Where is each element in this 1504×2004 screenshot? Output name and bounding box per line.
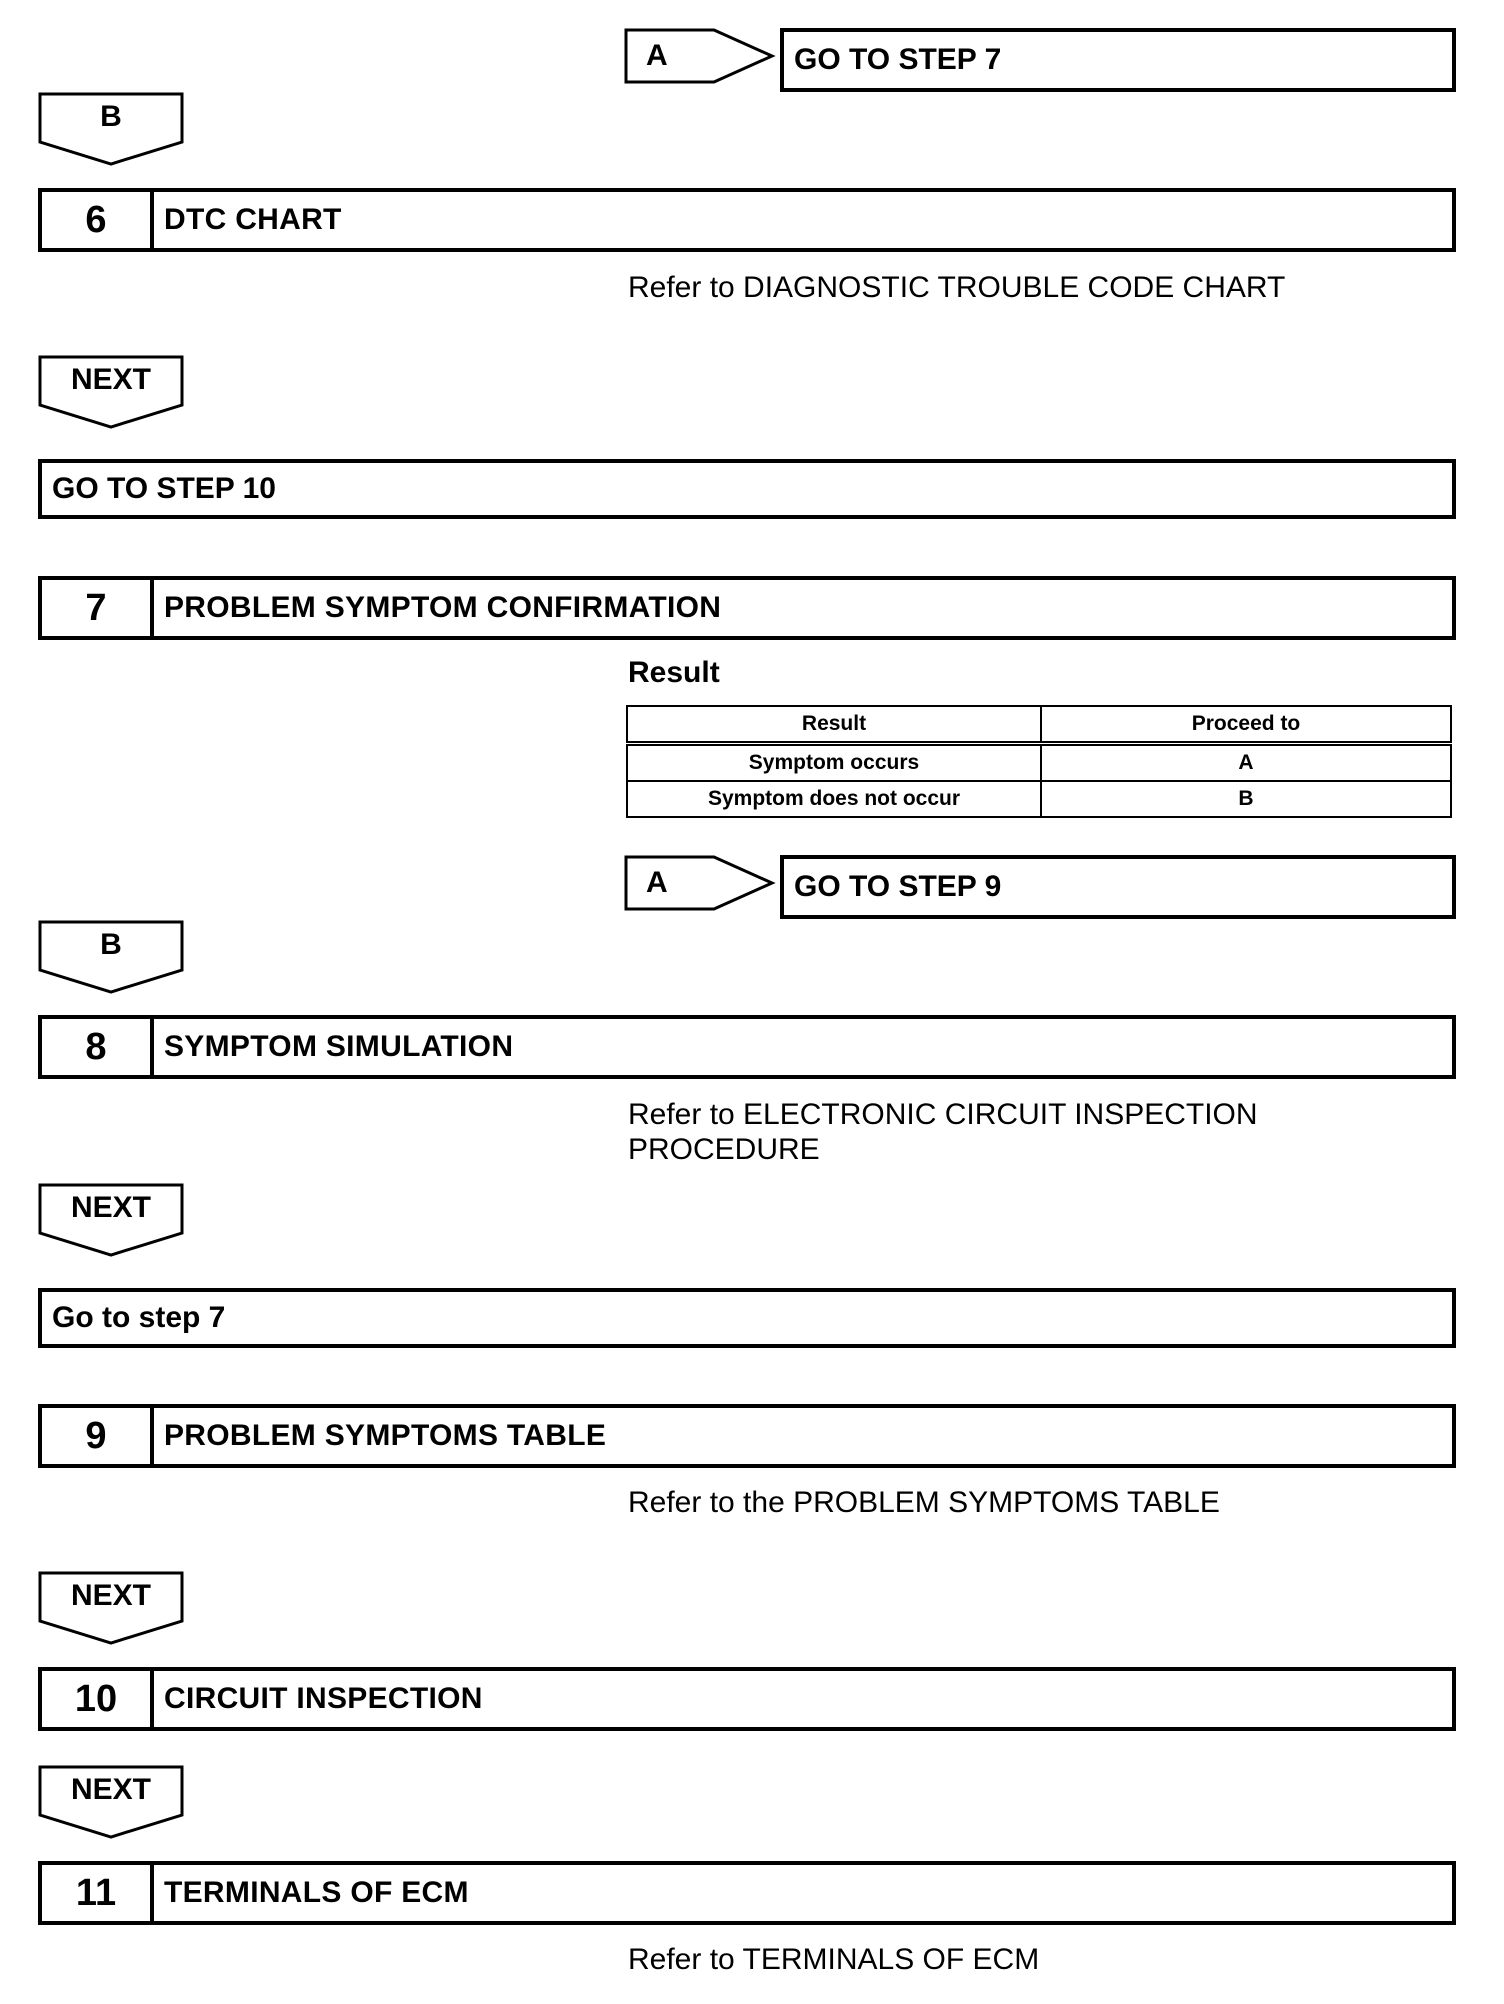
table-cell: Symptom occurs: [627, 744, 1041, 782]
result-heading: Result: [628, 656, 720, 689]
next-tag: [38, 1183, 184, 1259]
step-title: PROBLEM SYMPTOM CONFIRMATION: [164, 591, 722, 624]
branch-label: A: [646, 866, 668, 899]
tag-label: NEXT: [70, 363, 151, 396]
column-header: Proceed to: [1041, 706, 1451, 744]
branch-b-tag: [38, 920, 184, 996]
branch-a-goto-step-7: [624, 28, 1456, 92]
tag-label: NEXT: [70, 1191, 151, 1224]
tag-label: B: [100, 928, 122, 961]
step-7-header: [38, 576, 1456, 640]
step-number: 6: [42, 192, 154, 248]
step-number: 11: [42, 1865, 154, 1921]
column-header: Result: [627, 706, 1041, 744]
goto-step-7-box: Go to step 7: [38, 1288, 1456, 1348]
branch-label: A: [646, 39, 668, 72]
result-table: [626, 705, 1452, 818]
step-9-note: Refer to the PROBLEM SYMPTOMS TABLE: [628, 1486, 1220, 1519]
tag-label: B: [100, 100, 122, 133]
step-number: 8: [42, 1019, 154, 1075]
tag-label: NEXT: [70, 1773, 151, 1806]
step-title: TERMINALS OF ECM: [164, 1876, 469, 1909]
table-cell: B: [1041, 781, 1451, 817]
tag-label: NEXT: [70, 1579, 151, 1612]
next-tag: [38, 1571, 184, 1647]
next-tag: [38, 355, 184, 431]
step-11-header: [38, 1861, 1456, 1925]
step-11-note: Refer to TERMINALS OF ECM: [628, 1943, 1040, 1976]
step-8-header: [38, 1015, 1456, 1079]
step-number: 9: [42, 1408, 154, 1464]
step-title: DTC CHART: [164, 203, 342, 236]
step-title: PROBLEM SYMPTOMS TABLE: [164, 1419, 607, 1452]
step-title: CIRCUIT INSPECTION: [164, 1682, 483, 1715]
step-number: 7: [42, 580, 154, 636]
goto-target: GO TO STEP 9: [780, 855, 1456, 919]
step-title: SYMPTOM SIMULATION: [164, 1030, 514, 1063]
table-cell: A: [1041, 744, 1451, 782]
step-10-header: [38, 1667, 1456, 1731]
branch-a-goto-step-9: [624, 855, 1456, 919]
step-number: 10: [42, 1671, 154, 1727]
step-8-note: Refer to ELECTRONIC CIRCUIT INSPECTION PROCEDURE: [628, 1098, 1258, 1166]
next-tag: [38, 1765, 184, 1841]
table-row: [627, 744, 1451, 782]
table-cell: Symptom does not occur: [627, 781, 1041, 817]
step-9-header: [38, 1404, 1456, 1468]
step-6-header: [38, 188, 1456, 252]
branch-b-tag: [38, 92, 184, 168]
goto-step-10-box: GO TO STEP 10: [38, 459, 1456, 519]
goto-target: GO TO STEP 7: [780, 28, 1456, 92]
table-row: [627, 781, 1451, 817]
step-6-note: Refer to DIAGNOSTIC TROUBLE CODE CHART: [628, 271, 1286, 304]
